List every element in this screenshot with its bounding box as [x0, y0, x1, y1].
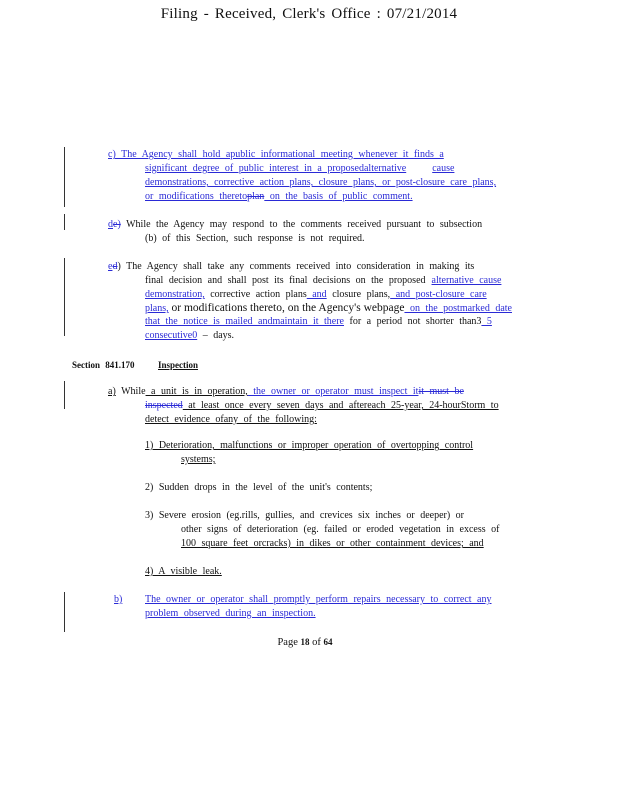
para-e-line-6: consecutive0 – days.	[145, 330, 235, 341]
section-title: Inspection	[158, 360, 199, 370]
change-bar	[64, 258, 65, 336]
page-word: Page	[277, 637, 298, 648]
para-c-line-4: or modifications theretoplan on the basis of public comment.	[145, 191, 413, 202]
para-a-line-2: inspected at least once every seven days and aftereach 25-year, 24-hourStorm to	[145, 400, 499, 411]
change-bar	[64, 381, 65, 409]
para-a-line-3: detect evidence ofany of the following:	[145, 414, 317, 425]
item-4: 4) A visible leak.	[145, 566, 222, 577]
of-word: of	[312, 637, 321, 648]
para-c-line-1: c) The Agency shall hold apublic informational meeting whenever it finds a	[108, 149, 444, 160]
para-e-line-3: demonstration, corrective action plans and closure plans, and post-closure care	[145, 289, 487, 300]
item-1-line-1: 1) Deterioration, malfunctions or improper operation of overtopping control	[145, 440, 474, 451]
page-number: 18	[300, 637, 310, 647]
para-b-label: b)	[114, 594, 123, 605]
item-3-line-1: 3) Severe erosion (eg.rills, gullies, and crevices six inches or deeper) or	[145, 510, 465, 521]
filing-header: Filing - Received, Clerk's Office : 07/21/2014	[160, 6, 458, 22]
page-total: 64	[323, 637, 333, 647]
para-e-line-2: final decision and shall post its final decisions on the proposed alternative cause	[145, 275, 502, 286]
change-bar	[64, 147, 65, 207]
para-e-line-5: that the notice is mailed andmaintain it there for a period not shorter than3 5	[145, 316, 492, 327]
para-e-line-4: plans, or modifications thereto, on the Agency's webpage on the postmarked date	[145, 302, 512, 314]
item-1-line-2: systems;	[181, 454, 216, 465]
section-number: Section 841.170	[72, 360, 135, 370]
change-bar	[64, 214, 65, 230]
page-footer	[0, 637, 610, 648]
para-c-line-3: demonstrations, corrective action plans, closure plans, or post-closure care plans,	[145, 177, 497, 188]
change-bar	[64, 592, 65, 632]
para-d-line-1: de) While the Agency may respond to the comments received pursuant to subsection	[108, 219, 483, 230]
para-a-line-1: a) While a unit is in operation, the owner or operator must inspect itit must be	[108, 386, 464, 397]
item-3-line-3: 100 square feet orcracks) in dikes or other containment devices; and	[181, 538, 484, 549]
para-d-line-2: (b) of this Section, such response is not required.	[145, 233, 365, 244]
para-b-line-2: problem observed during an inspection.	[145, 608, 316, 619]
para-b-line-1: The owner or operator shall promptly perform repairs necessary to correct any	[145, 594, 492, 605]
para-e-line-1: ed) The Agency shall take any comments received into consideration in making its	[108, 261, 475, 272]
item-2: 2) Sudden drops in the level of the unit's contents;	[145, 482, 373, 493]
item-3-line-2: other signs of deterioration (eg. failed or eroded vegetation in excess of	[181, 524, 500, 535]
para-c-line-2: significant degree of public interest in a proposedalternative cause	[145, 163, 455, 174]
